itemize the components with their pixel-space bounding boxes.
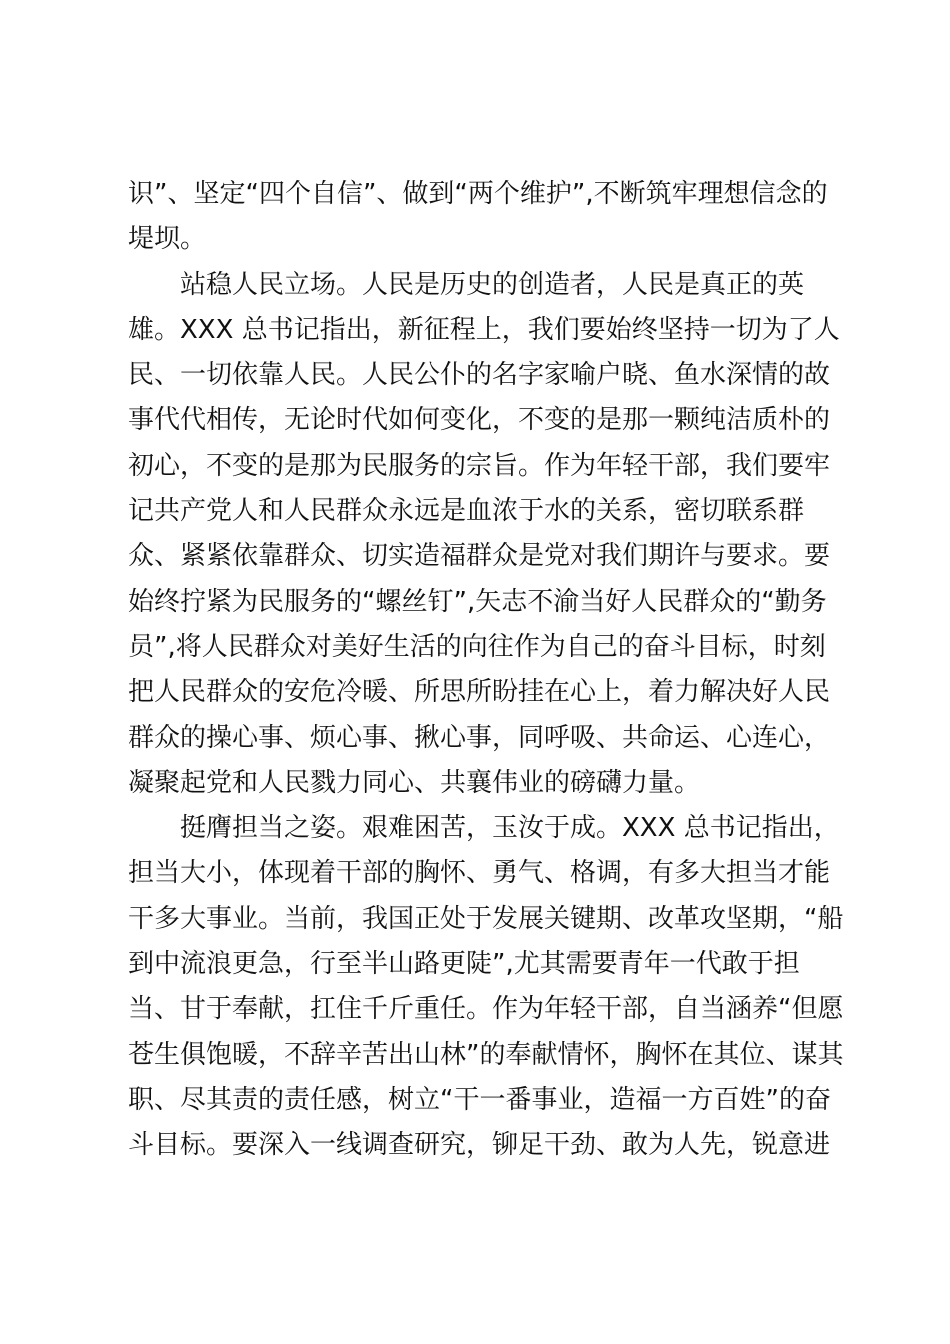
text-line: 斗目标。要深入一线调查研究，铆足干劲、敢为人先，锐意进 — [128, 1130, 831, 1161]
text-line: 把人民群众的安危冷暖、所思所盼挂在心上，着力解决好人民 — [128, 677, 831, 708]
text-line: 干多大事业。当前，我国正处于发展关键期、改革攻坚期，“船 — [128, 903, 844, 934]
text-line: 堤坝。 — [128, 224, 207, 255]
text-line: 担当大小，体现着干部的胸怀、勇气、格调，有多大担当才能 — [128, 858, 831, 889]
text-line: 始终拧紧为民服务的“螺丝钉”,矢志不渝当好人民群众的“勤务 — [128, 586, 827, 617]
text-line: 当、甘于奉献，扛住千斤重任。作为年轻干部，自当涵养“但愿 — [128, 994, 844, 1025]
text-line: 职、尽其责的责任感，树立“干一番事业，造福一方百姓”的奋 — [128, 1084, 831, 1115]
text-line: 员”,将人民群众对美好生活的向往作为自己的奋斗目标，时刻 — [128, 631, 826, 662]
text-line: 事代代相传，无论时代如何变化，不变的是那一颗纯洁质朴的 — [128, 405, 831, 436]
paragraph-heading-line: 站稳人民立场。人民是历史的创造者，人民是真正的英 — [180, 269, 805, 300]
paragraph-heading-line: 挺膺担当之姿。艰难困苦，玉汝于成。XXX 总书记指出， — [180, 813, 840, 844]
text-line: 记共产党人和人民群众永远是血浓于水的关系，密切联系群 — [128, 496, 805, 527]
body-text — [128, 172, 848, 1169]
text-line: 众、紧紧依靠群众、切实造福群众是党对我们期许与要求。要 — [128, 541, 831, 572]
text-line: 识”、坚定“四个自信”、做到“两个维护”,不断筑牢理想信念的 — [128, 179, 828, 209]
text-line: 民、一切依靠人民。人民公仆的名字家喻户晓、鱼水深情的故 — [128, 360, 831, 391]
text-line: 苍生俱饱暖，不辞辛苦出山林”的奉献情怀，胸怀在其位、谋其 — [128, 1039, 844, 1070]
text-line: 雄。XXX 总书记指出，新征程上，我们要始终坚持一切为了人 — [128, 314, 840, 345]
text-line: 凝聚起党和人民戮力同心、共襄伟业的磅礴力量。 — [128, 767, 701, 798]
text-line: 初心，不变的是那为民服务的宗旨。作为年轻干部，我们要牢 — [128, 450, 831, 481]
text-line: 到中流浪更急，行至半山路更陡”,尤其需要青年一代敢于担 — [128, 949, 800, 980]
text-line: 群众的操心事、烦心事、揪心事，同呼吸、共命运、心连心， — [128, 722, 831, 753]
